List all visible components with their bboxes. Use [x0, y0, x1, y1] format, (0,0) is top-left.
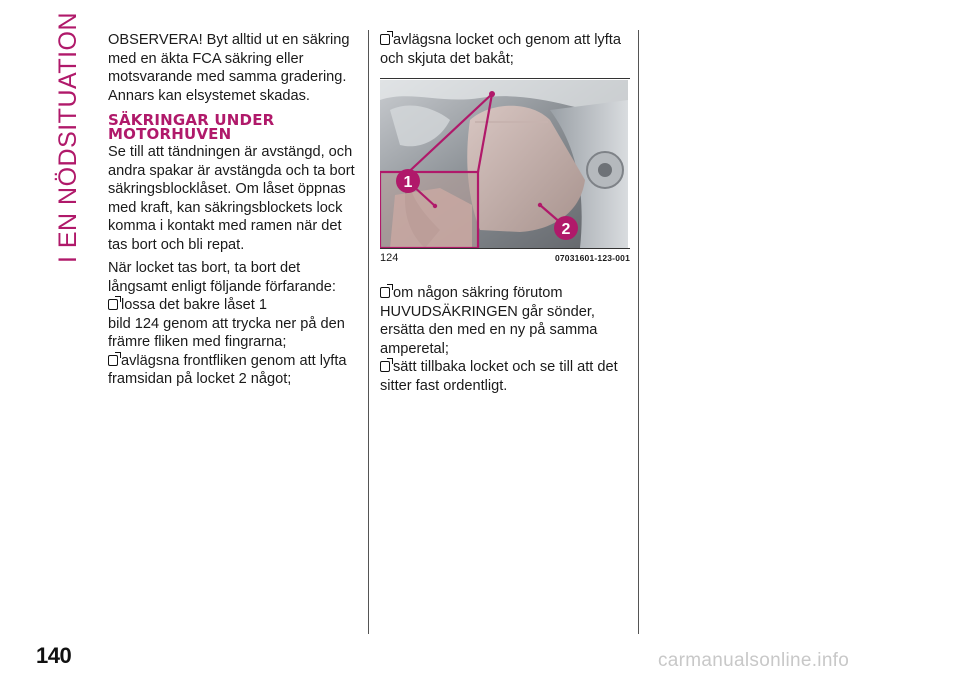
bullet-item-3-text: avlägsna locket och genom att lyfta och skjuta det bakåt; [380, 32, 621, 67]
bullet-box-icon [380, 361, 390, 372]
chapter-title-text: I EN NÖDSITUATION [54, 11, 83, 264]
bullet-item-1-text-a: lossa det bakre låset 1 [121, 297, 268, 313]
figure-caption [380, 252, 630, 264]
figure-top-rule [380, 78, 630, 79]
column-divider-2 [638, 30, 639, 634]
callout-2-label: 2 [561, 221, 571, 238]
figure-code: 07031601-123-001 [554, 253, 630, 263]
bullet-item-2-text: avlägsna frontfliken genom att lyfta framsidan på locket 2 något; [108, 352, 347, 387]
section-heading-line2: MOTORHUVEN [108, 125, 232, 143]
chapter-title [52, 11, 86, 264]
bullet-item-1 [108, 296, 356, 315]
bullet-box-icon [108, 299, 118, 310]
figure-bottom-rule [380, 248, 630, 249]
bullet-item-4 [380, 284, 630, 358]
section-heading-line1: SÄKRINGAR UNDER [108, 111, 275, 129]
bullet-item-4-text: om någon säkring förutom HUVUDSÄKRINGEN går sönder, ersätta den med en ny på samma amperetal; [380, 285, 598, 357]
figure-number: 124 [380, 252, 399, 264]
right-column-bottom [380, 284, 630, 395]
bullet-item-2 [108, 352, 356, 389]
column-divider-1 [368, 30, 369, 634]
bullet-item-5-text: sätt tillbaka locket och se till att det sitter fast ordentligt. [380, 359, 618, 394]
paragraph-removal: När locket tas bort, ta bort det långsamt enligt följande förfarande: [108, 260, 336, 295]
page-number: 140 [36, 643, 72, 668]
bullet-item-1-cont: bild 124 genom att trycka ner på den främre fliken med fingrarna; [108, 315, 345, 350]
bullet-item-5 [380, 358, 630, 395]
callout-1-label: 1 [403, 174, 413, 191]
figure-124 [380, 78, 630, 264]
section-heading [108, 113, 356, 141]
observera-note: OBSERVERA! Byt alltid ut en säkring med en äkta FCA säkring eller motsvarande med samma gradering. Annars kan elsystemet skadas. [108, 32, 350, 104]
bullet-box-icon [380, 287, 390, 298]
fuse-box-photo [380, 80, 628, 248]
paragraph-ignition: Se till att tändningen är avstängd, och andra spakar är avstängda och ta bort säkringsblocklåset. Om låset öppnas med kraft, kan säkringsblockets lock komma i kontakt med ramen när det tas bort och bli repat. [108, 144, 355, 253]
watermark: carmanualsonline.info [658, 650, 850, 671]
right-column-top [380, 31, 630, 68]
left-column [108, 31, 356, 389]
bullet-box-icon [108, 355, 118, 366]
bullet-box-icon [380, 34, 390, 45]
bullet-item-3 [380, 31, 630, 68]
